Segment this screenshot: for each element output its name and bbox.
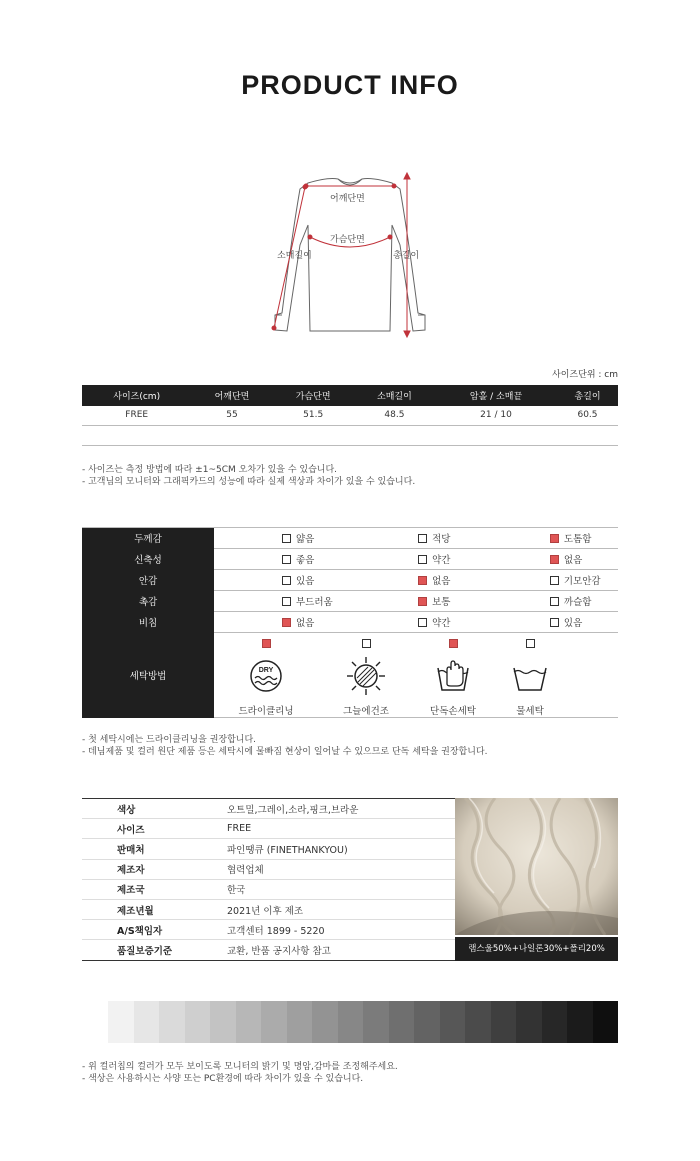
property-option — [214, 612, 350, 633]
checkbox-icon — [550, 576, 559, 585]
gray-swatch — [440, 1001, 466, 1043]
water-wash-icon — [490, 656, 570, 699]
gray-swatch — [287, 1001, 313, 1043]
size-header-cell: 암홀 / 소매끝 — [435, 385, 557, 406]
table-row — [82, 839, 455, 859]
property-option — [350, 528, 482, 549]
info-value: 파인땡큐 (FINETHANKYOU) — [227, 839, 455, 859]
info-key: 품질보증기준 — [82, 940, 227, 960]
gray-swatch — [593, 1001, 619, 1043]
diagram-label-shoulder: 어깨단면 — [330, 194, 365, 204]
size-unit: 사이즈단위 : cm — [552, 370, 618, 380]
wash-note: - 첫 세탁시에는 드라이클리닝을 권장합니다. — [82, 735, 257, 745]
size-diagram — [250, 165, 450, 340]
checkbox-icon — [550, 534, 559, 543]
checkbox-icon — [282, 534, 291, 543]
size-cell: 48.5 — [354, 406, 435, 425]
property-option — [482, 591, 618, 612]
size-header-cell: 가슴단면 — [273, 385, 354, 406]
property-label: 안감 — [82, 570, 214, 591]
property-option — [350, 549, 482, 570]
diagram-label-length: 총길이 — [393, 251, 420, 261]
grayscale-swatches — [108, 1001, 618, 1043]
size-header-cell: 소매길이 — [354, 385, 435, 406]
gray-swatch — [389, 1001, 415, 1043]
info-value: 고객센터 1899 - 5220 — [227, 920, 455, 940]
wash-method-label: 단독손세탁 — [430, 706, 476, 717]
product-info-table — [82, 798, 455, 961]
property-option — [350, 591, 482, 612]
table-row — [82, 879, 455, 899]
size-header-cell: 사이즈(cm) — [82, 385, 191, 406]
property-option-label: 있음 — [563, 618, 583, 629]
property-option — [350, 570, 482, 591]
checkbox-icon — [262, 639, 271, 648]
gray-swatch — [567, 1001, 593, 1043]
material-label: 램스울50%+나일론30%+폴리20% — [455, 937, 618, 961]
info-key: 제조년월 — [82, 899, 227, 919]
size-header-cell: 총길이 — [557, 385, 618, 406]
gray-swatch — [363, 1001, 389, 1043]
checkbox-icon — [282, 555, 291, 564]
gray-swatch — [312, 1001, 338, 1043]
property-option-label: 부드러움 — [296, 597, 333, 608]
checkbox-icon — [550, 555, 559, 564]
svg-text:DRY: DRY — [258, 667, 274, 674]
property-option — [214, 528, 350, 549]
size-note: - 고객님의 모니터와 그래픽카드의 성능에 따라 실제 색상과 차이가 있을 수 있습니다. — [82, 477, 416, 487]
color-note: - 위 컬러칩의 컬러가 모두 보이도록 모니터의 밝기 및 명암,감마를 조정해주세요. — [82, 1062, 398, 1072]
property-option-label: 약간 — [432, 555, 451, 566]
table-row — [82, 920, 455, 940]
property-option-label: 없음 — [296, 618, 315, 629]
dry-clean-icon — [226, 656, 306, 699]
gray-swatch — [338, 1001, 364, 1043]
property-option-label: 좋음 — [296, 555, 315, 566]
property-row — [82, 549, 618, 570]
wash-method-label: 드라이클리닝 — [238, 706, 294, 717]
diagram-label-chest: 가슴단면 — [330, 235, 365, 245]
table-row — [82, 940, 455, 960]
gray-swatch — [108, 1001, 134, 1043]
gray-swatch — [465, 1001, 491, 1043]
diagram-label-sleeve: 소매길이 — [277, 251, 312, 261]
property-row — [82, 570, 618, 591]
gray-swatch — [159, 1001, 185, 1043]
wash-method-label: 물세탁 — [516, 706, 544, 717]
property-option-label: 보통 — [432, 597, 451, 608]
info-key: 판매처 — [82, 839, 227, 859]
info-value: 한국 — [227, 879, 455, 899]
checkbox-icon — [418, 576, 427, 585]
color-note: - 색상은 사용하시는 사양 또는 PC환경에 따라 차이가 있을 수 있습니다. — [82, 1074, 364, 1084]
gray-swatch — [516, 1001, 542, 1043]
table-row — [82, 859, 455, 879]
checkbox-icon — [449, 639, 458, 648]
size-cell: 51.5 — [273, 406, 354, 425]
property-option — [214, 570, 350, 591]
size-table-empty-row — [82, 426, 618, 446]
wash-method — [413, 639, 493, 717]
gray-swatch — [542, 1001, 568, 1043]
property-label: 두께감 — [82, 528, 214, 549]
size-cell: 60.5 — [557, 406, 618, 425]
table-row — [82, 819, 455, 839]
checkbox-icon — [418, 555, 427, 564]
property-option — [214, 549, 350, 570]
property-option — [482, 612, 618, 633]
checkbox-icon — [526, 639, 535, 648]
wash-method — [326, 639, 406, 717]
property-option-label: 적당 — [432, 534, 451, 545]
info-value: 협력업체 — [227, 859, 455, 879]
property-option-label: 기모안감 — [563, 576, 601, 587]
wash-method — [490, 639, 570, 717]
info-value: FREE — [227, 819, 455, 839]
info-value: 교환, 반품 공지사항 참고 — [227, 940, 455, 960]
info-value: 2021년 이후 제조 — [227, 899, 455, 919]
info-key: 제조자 — [82, 859, 227, 879]
table-row — [82, 799, 455, 819]
gray-swatch — [134, 1001, 160, 1043]
property-option — [350, 612, 482, 633]
checkbox-icon — [550, 597, 559, 606]
size-table-header — [82, 385, 618, 406]
checkbox-icon — [418, 534, 427, 543]
info-value: 오트밀,그레이,소라,핑크,브라운 — [227, 799, 455, 819]
table-row — [82, 899, 455, 919]
gray-swatch — [185, 1001, 211, 1043]
size-note: - 사이즈는 측정 방법에 따라 ±1~5CM 오차가 있을 수 있습니다. — [82, 465, 338, 475]
property-row — [82, 612, 618, 633]
info-key: 색상 — [82, 799, 227, 819]
wash-method — [226, 639, 306, 717]
wash-row — [82, 633, 618, 718]
shade-dry-icon — [326, 656, 406, 699]
gray-swatch — [236, 1001, 262, 1043]
checkbox-icon — [362, 639, 371, 648]
property-option-label: 있음 — [296, 576, 315, 587]
property-option — [482, 570, 618, 591]
property-table — [82, 527, 618, 718]
checkbox-icon — [282, 618, 291, 627]
wash-note: - 데님제품 및 컬러 원단 제품 등은 세탁시에 물빠짐 현상이 일어날 수 있으므로 단독 세탁을 권장합니다. — [82, 747, 488, 757]
page-title: PRODUCT INFO — [241, 70, 459, 100]
fabric-photo — [455, 798, 618, 935]
checkbox-icon — [418, 618, 427, 627]
size-cell: FREE — [82, 406, 191, 425]
wash-method-label: 그늘에건조 — [343, 706, 389, 717]
checkbox-icon — [550, 618, 559, 627]
property-row — [82, 528, 618, 549]
gray-swatch — [491, 1001, 517, 1043]
property-option-label: 약간 — [432, 618, 451, 629]
property-label: 촉감 — [82, 591, 214, 612]
property-label: 비침 — [82, 612, 214, 633]
property-label: 신축성 — [82, 549, 214, 570]
gray-swatch — [414, 1001, 440, 1043]
checkbox-icon — [282, 597, 291, 606]
size-table — [82, 385, 618, 426]
property-option-label: 까슬함 — [563, 597, 592, 608]
info-key: 제조국 — [82, 879, 227, 899]
gray-swatch — [210, 1001, 236, 1043]
property-option — [482, 549, 618, 570]
checkbox-icon — [282, 576, 291, 585]
property-option-label: 도톰함 — [563, 534, 592, 545]
gray-swatch — [261, 1001, 287, 1043]
property-option-label: 없음 — [432, 576, 451, 587]
size-cell: 21 / 10 — [435, 406, 557, 425]
size-header-cell: 어깨단면 — [191, 385, 272, 406]
property-option-label: 없음 — [563, 555, 583, 566]
hand-wash-icon — [413, 656, 493, 699]
info-key: 사이즈 — [82, 819, 227, 839]
checkbox-icon — [418, 597, 427, 606]
property-option-label: 얇음 — [296, 534, 315, 545]
property-row — [82, 591, 618, 612]
size-cell: 55 — [191, 406, 272, 425]
wash-header: 세탁방법 — [82, 633, 214, 718]
table-row — [82, 406, 618, 425]
property-option — [214, 591, 350, 612]
info-key: A/S책임자 — [82, 920, 227, 940]
property-option — [482, 528, 618, 549]
